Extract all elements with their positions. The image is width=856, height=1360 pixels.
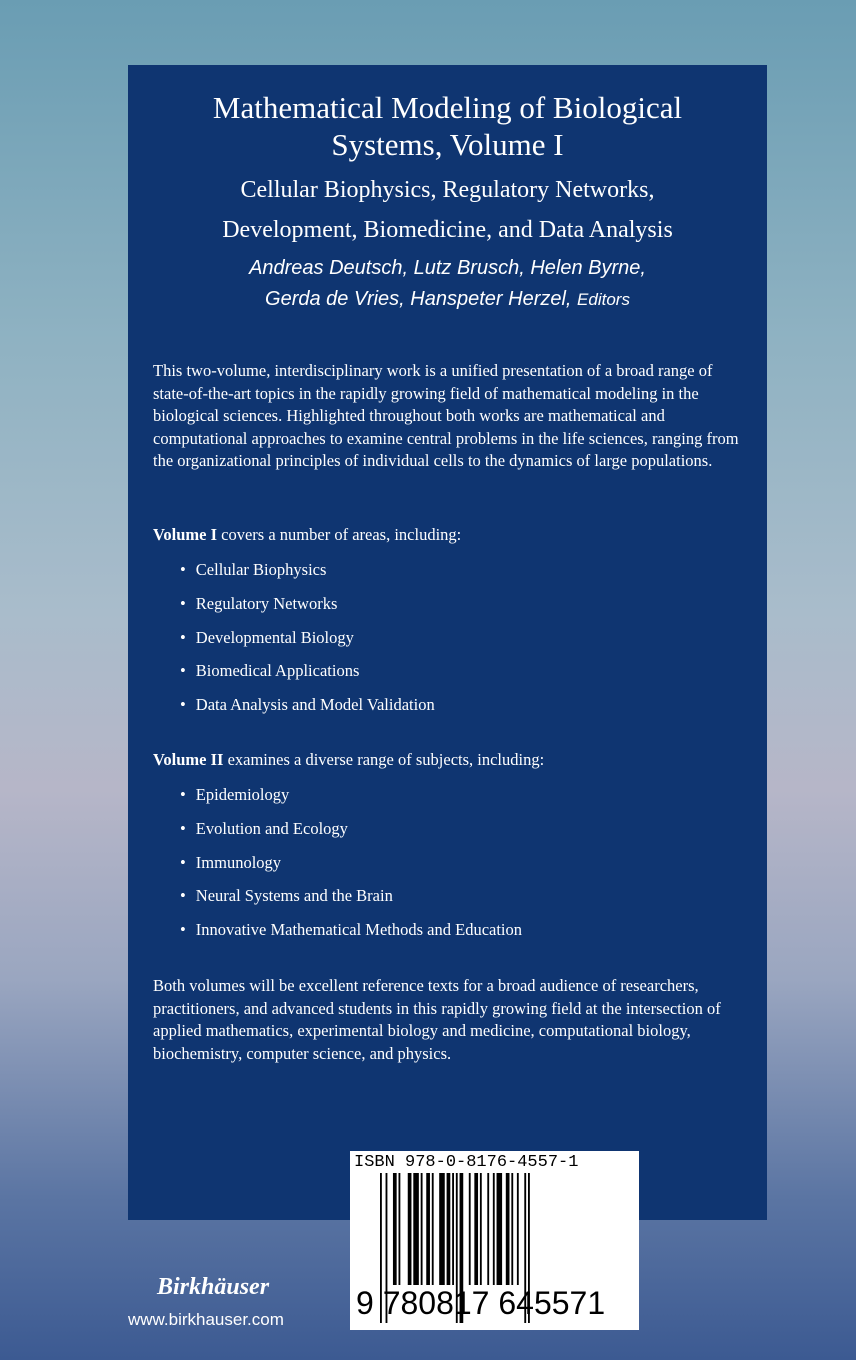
list-item: • Regulatory Networks: [180, 594, 435, 628]
editors: [128, 253, 767, 315]
barcode-bar: [511, 1173, 513, 1285]
intro-paragraph: This two-volume, interdisciplinary work is a unified presentation of a broad range of state-of-the-art topics in the rapidly growing field of mathematical modeling in the biological sciences. Highlighted throughout both works are mathematical and computational approaches to examine central problems in the life sciences, ranging from the organizational principles of individual cells to the dynamics of large populations.: [153, 361, 739, 470]
volume2-heading: [153, 750, 544, 770]
publisher-url: www.birkhauser.com: [128, 1310, 284, 1329]
list-item: • Cellular Biophysics: [180, 560, 435, 594]
subtitle-line: Development, Biomedicine, and Data Analysis: [222, 217, 673, 243]
editors-label: Editors: [577, 290, 630, 309]
publisher-logo: Birkhäuser: [157, 1274, 270, 1300]
list-item: • Innovative Mathematical Methods and Education: [180, 920, 522, 954]
barcode-bar: [517, 1173, 519, 1285]
volume1-list: [180, 560, 435, 729]
barcode-bar: [469, 1173, 471, 1285]
barcode-bar: [487, 1173, 489, 1285]
volume1-heading: [153, 525, 461, 545]
editors-line: [128, 284, 767, 315]
barcode-bar: [393, 1173, 397, 1285]
subtitle-line: Cellular Biophysics, Regulatory Networks,: [240, 177, 655, 203]
book-title: [128, 89, 767, 163]
barcode-bar: [452, 1173, 454, 1285]
barcode-bar: [474, 1173, 478, 1285]
barcode-bar: [413, 1173, 419, 1285]
barcode-bar: [421, 1173, 423, 1285]
barcode-bar: [426, 1173, 430, 1285]
barcode-bar: [447, 1173, 451, 1285]
list-item: • Biomedical Applications: [180, 661, 435, 695]
isbn-text: ISBN 978-0-8176-4557-1: [354, 1153, 579, 1172]
volume2-text: examines a diverse range of subjects, including:: [223, 750, 545, 769]
title-line: Systems, Volume I: [331, 127, 564, 162]
list-item: • Data Analysis and Model Validation: [180, 695, 435, 729]
list-item: • Immunology: [180, 853, 522, 887]
barcode-digits: 9 780817 645571: [356, 1285, 606, 1321]
editor-names: Gerda de Vries, Hanspeter Herzel,: [265, 288, 572, 310]
barcode-bar: [506, 1173, 510, 1285]
title-line: Mathematical Modeling of Biological: [212, 90, 683, 125]
list-item: • Evolution and Ecology: [180, 819, 522, 853]
closing-paragraph: Both volumes will be excellent reference texts for a broad audience of researchers, practitioners, and advanced students in this rapidly growing field at the intersection of applied mathematics, experimental biology and medicine, computational biology, biochemistry, computer science, and physics.: [153, 976, 721, 1063]
barcode-bar: [497, 1173, 503, 1285]
book-subtitle: [128, 170, 767, 250]
volume2-label: Volume II: [153, 750, 224, 769]
barcode-bar: [480, 1173, 482, 1285]
barcode-bar: [408, 1173, 412, 1285]
volume1-text: covers a number of areas, including:: [217, 525, 462, 544]
barcode-bar: [399, 1173, 401, 1285]
list-item: • Epidemiology: [180, 785, 522, 819]
volume2-list: [180, 785, 522, 954]
barcode-bar: [439, 1173, 445, 1285]
cover-panel: [128, 65, 767, 1220]
isbn-barcode: [350, 1151, 639, 1330]
barcode-bar: [493, 1173, 495, 1285]
list-item: • Neural Systems and the Brain: [180, 886, 522, 920]
editors-line: Andreas Deutsch, Lutz Brusch, Helen Byrne,: [249, 257, 646, 279]
barcode-bar: [432, 1173, 434, 1285]
volume1-label: Volume I: [153, 525, 218, 544]
list-item: • Developmental Biology: [180, 628, 435, 662]
